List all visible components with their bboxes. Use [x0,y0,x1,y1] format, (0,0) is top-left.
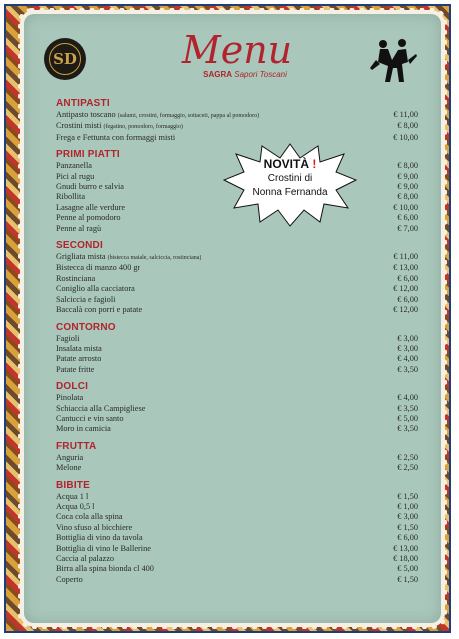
menu-item [56,121,418,132]
menu-item-title: Pinolata [56,393,84,403]
menu-item-price: € 3,00 [397,343,418,353]
menu-item [56,554,418,564]
menu-item-price: € 13,00 [393,263,418,273]
section-title: PRIMI PIATTI [56,149,120,161]
menu-item [56,344,418,354]
menu-item-title: Acqua 1 l [56,491,89,501]
menu-item-price: € 6,00 [397,294,418,304]
menu-item-name [56,263,140,273]
subtitle-sapori: Sapori Toscani [234,70,287,79]
novita-title [238,157,342,172]
menu-item-title: Frega e Fettunta con formaggi misti [56,132,176,142]
menu-item-name [56,133,175,143]
novita-label: NOVITÀ [263,157,309,171]
menu-item-title: Patate arrosto [56,354,102,364]
menu-item [56,414,418,424]
menu-section [56,98,418,143]
menu-item-title: Bottiglia di vino le Ballerine [56,543,151,553]
menu-item [56,274,418,284]
menu-item-title: Acqua 0,5 l [56,501,95,511]
menu-item [56,463,418,473]
menu-item-name [56,110,259,121]
menu-item-name [56,182,124,192]
menu-item-price: € 11,00 [393,252,418,262]
menu-item [56,263,418,273]
menu-item-price: € 8,00 [397,121,418,131]
menu-item-title: Vino sfuso al bicchiere [56,522,133,532]
menu-item-price: € 3,00 [397,512,418,522]
menu-item-name [56,463,81,473]
menu-item-price: € 10,00 [393,132,418,142]
menu-item-title: Crostini misti [56,121,102,131]
menu-item-price: € 4,00 [397,354,418,364]
menu-item [56,252,418,263]
menu-item [56,365,418,375]
section-title: BIBITE [56,479,90,491]
section-title: FRUTTA [56,440,97,452]
menu-item-price: € 8,00 [397,161,418,171]
menu-item-title: Antipasto toscano [56,110,116,119]
menu-item [56,284,418,294]
novita-exclamation: ! [312,157,317,171]
menu-item-price: € 3,50 [397,403,418,413]
menu-item-name [56,523,132,533]
menu-item-name [56,295,115,305]
menu-item-name [56,334,80,344]
menu-item-title: Patate fritte [56,364,95,374]
logo-monogram: SD [49,43,81,75]
menu-item-title: Anguria [56,452,84,462]
menu-item-title: Rostinciana [56,273,96,283]
menu-item-price: € 3,50 [397,364,418,374]
menu-item-price: € 1,50 [397,574,418,584]
menu-item-title: Panzanella [56,161,92,171]
menu-item-title: Melone [56,463,82,473]
menu-item-price: € 2,50 [397,452,418,462]
menu-item-price: € 6,00 [397,273,418,283]
menu-item-name [56,252,201,263]
menu-item-name [56,284,135,294]
menu-item-name [56,161,92,171]
menu-item-name [56,533,143,543]
menu-item-price: € 1,00 [397,501,418,511]
logo-badge [44,38,86,80]
menu-item-name [56,554,114,564]
menu-item-title: Bistecca di manzo 400 gr [56,263,141,273]
menu-item [56,492,418,502]
menu-item-price: € 8,00 [397,192,418,202]
menu-item-name [56,424,111,434]
section-title: SECONDI [56,240,103,252]
menu-item-name [56,344,102,354]
menu-item-name [56,575,83,585]
novita-line-2: Nonna Fernanda [252,187,328,198]
menu-item-name [56,512,123,522]
menu-item [56,523,418,533]
menu-item [56,575,418,585]
menu-item-name [56,305,142,315]
menu-item-title: Grigliata mista [56,252,106,262]
menu-item-price: € 7,00 [397,223,418,233]
menu-item-name [56,203,125,213]
menu-item-title: Coniglio alla cacciatora [56,284,135,294]
menu-item-price: € 6,00 [397,213,418,223]
menu-item-name [56,502,94,512]
menu-item-price: € 9,00 [397,182,418,192]
menu-item-name [56,224,101,234]
menu-item-price: € 18,00 [393,554,418,563]
menu-item-name [56,172,94,182]
menu-title: Menu [181,28,293,72]
menu-item [56,533,418,543]
menu-item [56,110,418,121]
menu-item-title: Ribollita [56,192,86,202]
menu-item-note: (fegatino, pomodoro, formaggio) [103,124,183,131]
menu-item-name [56,192,85,202]
menu-item [56,393,418,403]
menu-item-title: Salciccia e fagioli [56,294,116,304]
menu-item-title: Gnudi burro e salvia [56,182,124,192]
menu-item-title: Baccalà con porri e patate [56,305,143,315]
menu-item [56,512,418,522]
menu-item-price: € 1,50 [397,491,418,501]
menu-item-price: € 4,00 [397,393,418,403]
menu-item-note: (salumi, crostini, formaggio, sottaceti, pappa al pomodoro) [117,113,260,119]
menu-item-name [56,365,94,375]
menu-item-name [56,404,145,414]
menu-item-name [56,544,151,554]
menu-section [56,381,418,435]
menu-item-name [56,354,101,364]
menu-item [56,424,418,434]
menu-item-price: € 9,00 [397,171,418,181]
subtitle-sagra: SAGRA [203,70,233,79]
menu-item [56,305,418,315]
menu-item [56,404,418,414]
menu-section [56,240,418,315]
menu-item-title: Penne al pomodoro [56,213,121,223]
menu-item-title: Coperto [56,574,83,584]
section-title: ANTIPASTI [56,98,110,109]
menu-item-name [56,121,183,132]
menu-item-title: Bottiglia di vino da tavola [56,533,143,543]
menu-item-title: Coca cola alla spina [56,512,123,522]
menu-item [56,354,418,364]
menu-item-price: € 12,00 [393,305,418,315]
menu-item-price: € 5,00 [397,564,418,574]
menu-item [56,564,418,574]
dancers-icon [368,38,418,84]
menu-item-price: € 10,00 [393,202,418,212]
menu-item-price: € 6,00 [397,533,418,543]
menu-item [56,544,418,554]
menu-item-name [56,564,154,574]
menu-item-name [56,393,83,403]
section-title: DOLCI [56,381,89,393]
menu-subtitle [190,70,300,79]
menu-item-name [56,414,124,424]
menu-item-title: Birra alla spina bionda cl 400 [56,564,154,574]
menu-item-name [56,453,83,463]
menu-item-title: Lasagne alle verdure [56,202,126,212]
menu-item-price: € 3,00 [397,333,418,343]
menu-section [56,441,418,474]
menu-item-title: Cantucci e vin santo [56,413,124,423]
menu-item-title: Schiaccia alla Campigliese [56,403,146,413]
section-title: CONTORNO [56,321,116,333]
menu-item [56,334,418,344]
menu-item-title: Moro in camicia [56,424,111,434]
menu-item-title: Caccia al palazzo [56,554,115,563]
menu-item-title: Fagioli [56,333,80,343]
menu-item-title: Pici al rugu [56,171,95,181]
menu-item-price: € 13,00 [393,543,418,553]
menu-item-name [56,213,121,223]
menu-item-price: € 5,00 [397,413,418,423]
menu-item-price: € 1,50 [397,522,418,532]
menu-section [56,322,418,376]
menu-item [56,502,418,512]
menu-item-price: € 12,00 [393,284,418,294]
novita-line-1: Crostini di [267,173,313,184]
menu-item-price: € 2,50 [397,463,418,473]
menu-item-price: € 3,50 [397,424,418,434]
menu-item-name [56,492,88,502]
menu-item-title: Penne al ragù [56,223,102,233]
menu-item-title: Insalata mista [56,343,102,353]
menu-item [56,453,418,463]
menu-item-name [56,274,95,284]
novita-callout [238,157,342,200]
menu-item-note: (bistecca maiale, salciccia, rostinciana) [107,255,202,262]
menu-section [56,480,418,586]
menu-item [56,295,418,305]
menu-item-price: € 11,00 [393,110,418,119]
